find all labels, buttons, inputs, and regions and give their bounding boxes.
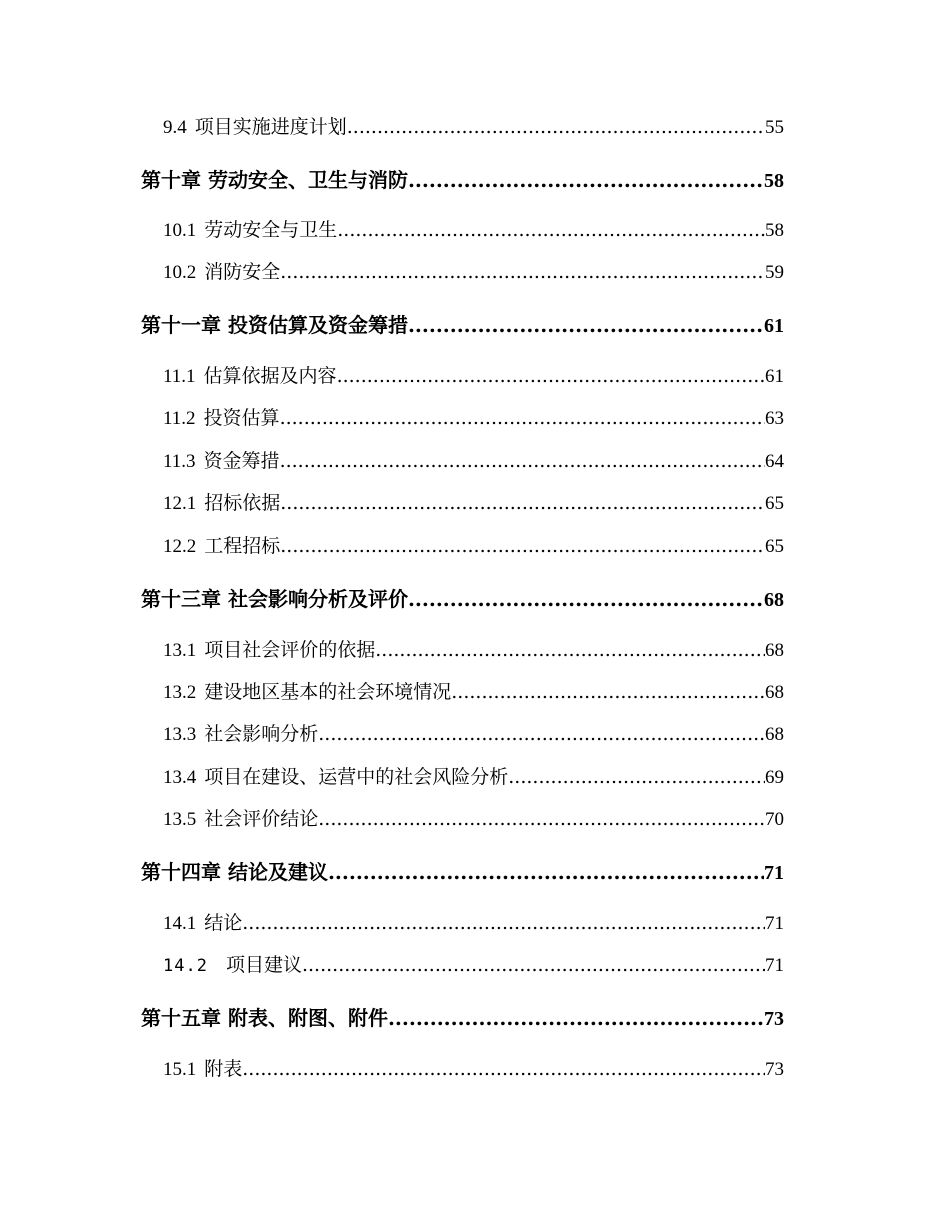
toc-chapter-10[interactable] [141, 164, 784, 194]
toc-entry-11-2[interactable] [141, 403, 784, 433]
toc-entry-13-5[interactable] [141, 804, 784, 834]
dot-leader [337, 365, 765, 387]
section-title: 社会影响分析 [204, 723, 319, 745]
dot-leader [280, 407, 765, 429]
section-number: 13.3 [163, 724, 197, 745]
section-number: 12.1 [163, 493, 197, 514]
chapter-title: 第十四章 结论及建议 [141, 860, 328, 884]
section-title: 资金筹措 [203, 450, 280, 472]
page-number: 58 [765, 220, 784, 241]
page-number: 68 [765, 724, 784, 745]
chapter-title: 第十一章 投资估算及资金筹措 [141, 313, 408, 337]
section-title: 项目在建设、运营中的社会风险分析 [204, 766, 509, 788]
dot-leader [508, 766, 765, 788]
toc-entry-14-1[interactable] [141, 908, 784, 938]
page-number: 73 [764, 1008, 784, 1030]
page-number: 65 [765, 493, 784, 514]
section-number: 14.1 [163, 913, 197, 934]
page-number: 71 [765, 913, 784, 934]
dot-leader [388, 1006, 764, 1030]
page-number: 61 [765, 366, 784, 387]
section-number: 13.2 [163, 682, 197, 703]
page-number: 64 [765, 451, 784, 472]
page-number: 63 [765, 408, 784, 429]
page-number: 61 [764, 315, 784, 337]
page-number: 59 [765, 262, 784, 283]
section-title: 附表 [204, 1058, 243, 1080]
chapter-title: 第十三章 社会影响分析及评价 [141, 587, 408, 611]
page-number: 73 [765, 1059, 784, 1080]
page-number: 70 [765, 809, 784, 830]
page-number: 58 [764, 170, 784, 192]
page-number: 71 [765, 955, 784, 976]
section-title: 投资估算 [203, 407, 280, 429]
dot-leader [347, 116, 765, 138]
dot-leader [242, 912, 765, 934]
dot-leader [280, 535, 765, 557]
toc-entry-11-1[interactable] [141, 361, 784, 391]
section-title: 估算依据及内容 [203, 365, 337, 387]
section-number: 13.1 [163, 640, 197, 661]
chapter-title: 第十章 劳动安全、卫生与消防 [141, 168, 408, 192]
section-title: 项目社会评价的依据 [204, 639, 376, 661]
section-number: 11.1 [163, 366, 196, 387]
section-number: 11.3 [163, 451, 196, 472]
page-number: 69 [765, 767, 784, 788]
toc-entry-12-2[interactable] [141, 531, 784, 561]
dot-leader [375, 639, 765, 661]
dot-leader [280, 450, 765, 472]
section-number: 13.4 [163, 767, 197, 788]
toc-entry-9-4[interactable] [141, 112, 784, 142]
toc-entry-14-2[interactable] [141, 950, 784, 980]
section-number: 10.1 [163, 220, 197, 241]
toc-entry-13-3[interactable] [141, 719, 784, 749]
section-title: 招标依据 [204, 492, 281, 514]
section-title: 劳动安全与卫生 [204, 219, 338, 241]
toc-chapter-14[interactable] [141, 856, 784, 886]
toc-chapter-11[interactable] [141, 309, 784, 339]
dot-leader [318, 808, 765, 830]
section-number: 13.5 [163, 809, 197, 830]
dot-leader [408, 168, 764, 192]
page-number: 71 [764, 862, 784, 884]
dot-leader [451, 681, 765, 703]
section-number: 15.1 [163, 1059, 197, 1080]
dot-leader [242, 1058, 765, 1080]
dot-leader [280, 492, 765, 514]
toc-entry-10-1[interactable] [141, 215, 784, 245]
section-title: 项目建议 [225, 954, 302, 976]
page-number: 68 [764, 589, 784, 611]
section-number: 10.2 [163, 262, 197, 283]
dot-leader [302, 954, 765, 976]
page-number: 55 [765, 117, 784, 138]
section-title: 项目实施进度计划 [194, 116, 347, 138]
page-number: 68 [765, 682, 784, 703]
section-number: 9.4 [163, 117, 187, 138]
dot-leader [318, 723, 765, 745]
toc-entry-13-1[interactable] [141, 635, 784, 665]
dot-leader [408, 313, 764, 337]
toc-chapter-15[interactable] [141, 1002, 784, 1032]
chapter-title: 第十五章 附表、附图、附件 [141, 1006, 388, 1030]
toc-entry-12-1[interactable] [141, 488, 784, 518]
dot-leader [280, 261, 765, 283]
toc-entry-13-4[interactable] [141, 762, 784, 792]
section-number: 12.2 [163, 536, 197, 557]
toc-entry-13-2[interactable] [141, 677, 784, 707]
section-title: 社会评价结论 [204, 808, 319, 830]
toc-entry-10-2[interactable] [141, 257, 784, 287]
section-number: 14.2 [163, 956, 208, 976]
toc-chapter-13[interactable] [141, 583, 784, 613]
section-title: 建设地区基本的社会环境情况 [204, 681, 452, 703]
section-title: 消防安全 [204, 261, 281, 283]
toc-entry-11-3[interactable] [141, 446, 784, 476]
dot-leader [408, 587, 764, 611]
dot-leader [337, 219, 765, 241]
section-title: 工程招标 [204, 535, 281, 557]
page-number: 68 [765, 640, 784, 661]
toc-entry-15-1[interactable] [141, 1054, 784, 1084]
section-title: 结论 [204, 912, 243, 934]
section-number: 11.2 [163, 408, 196, 429]
page-number: 65 [765, 536, 784, 557]
dot-leader [328, 860, 764, 884]
